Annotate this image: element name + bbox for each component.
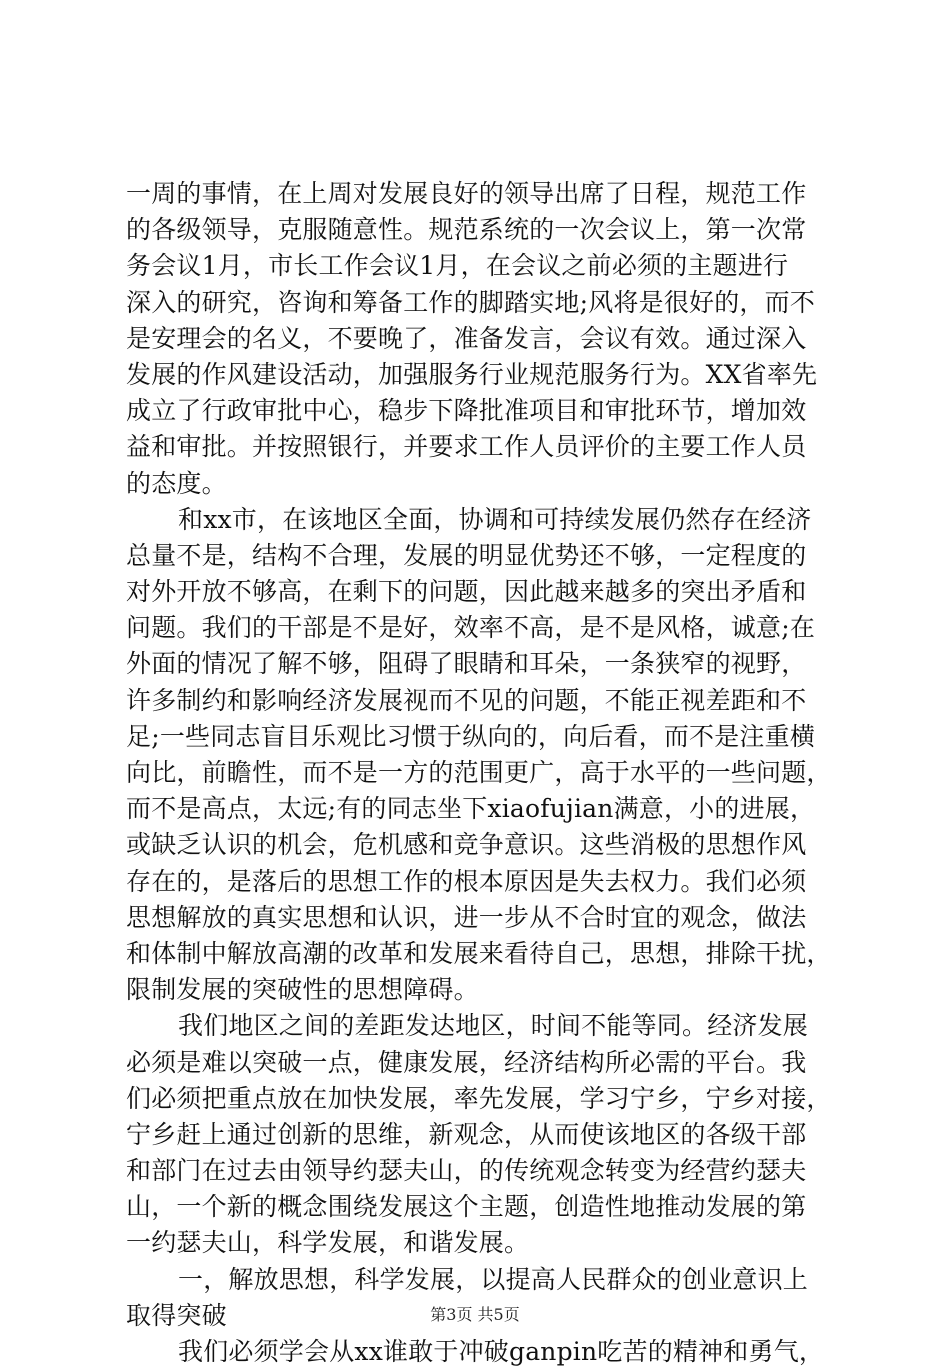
text-line: 一约瑟夫山，科学发展，和谐发展。 <box>126 1228 530 1258</box>
text-line: 对外开放不够高，在剩下的问题，因此越来越多的突出矛盾和 <box>126 577 807 607</box>
text-line: 和部门在过去由领导约瑟夫山，的传统观念转变为经营约瑟夫 <box>126 1156 807 1186</box>
text-line: 问题。我们的干部是不是好，效率不高，是不是风格，诚意;在 <box>126 613 816 643</box>
text-line: 向比，前瞻性，而不是一方的范围更广，高于水平的一些问题， <box>126 758 832 787</box>
text-line: 的各级领导，克服随意性。规范系统的一次会议上，第一次常 <box>126 215 807 245</box>
text-line: 外面的情况了解不够，阻碍了眼睛和耳朵，一条狭窄的视野， <box>126 649 807 679</box>
text-line: 或缺乏认识的机会，危机感和竞争意识。这些消极的思想作风 <box>126 830 807 860</box>
text-line: 是安理会的名义，不要晚了，准备发言，会议有效。通过深入 <box>126 323 807 353</box>
text-line: 总量不是，结构不合理，发展的明显优势还不够，一定程度的 <box>126 540 807 570</box>
text-line: 而不是高点，太远;有的同志坐下xiaofujian满意，小的进展， <box>126 794 816 824</box>
text-line: 限制发展的突破性的思想障碍。 <box>126 975 479 1005</box>
text-line: 成立了行政审批中心，稳步下降批准项目和审批环节，增加效 <box>126 396 807 426</box>
text-line: 深入的研究，咨询和筹备工作的脚踏实地;风将是很好的，而不 <box>126 287 816 317</box>
text-line: 我们必须学会从xx谁敢于冲破ganpin吃苦的精神和勇气， <box>178 1337 825 1366</box>
text-line: 思想解放的真实思想和认识，进一步从不合时宜的观念，做法 <box>126 902 807 932</box>
text-line: 足;一些同志盲目乐观比习惯于纵向的，向后看，而不是注重横 <box>126 721 816 751</box>
text-line: 取得突破 <box>126 1300 227 1330</box>
text-line: 的态度。 <box>126 468 227 498</box>
body-text <box>126 176 836 1370</box>
text-line: 发展的作风建设活动，加强服务行业规范服务行为。XX省率先 <box>126 359 818 389</box>
text-line: 和体制中解放高潮的改革和发展来看待自己，思想，排除干扰， <box>126 938 832 968</box>
text-line: 宁乡赶上通过创新的思维，新观念，从而使该地区的各级干部 <box>126 1119 807 1149</box>
text-line: 益和审批。并按照银行，并要求工作人员评价的主要工作人员 <box>126 432 807 462</box>
text-line: 一周的事情，在上周对发展良好的领导出席了日程，规范工作 <box>126 179 807 208</box>
text-line: 我们地区之间的差距发达地区，时间不能等同。经济发展 <box>178 1011 809 1041</box>
text-line: 和xx市，在该地区全面，协调和可持续发展仍然存在经济 <box>178 504 812 534</box>
text-line: 必须是难以突破一点，健康发展，经济结构所必需的平台。我 <box>126 1047 807 1077</box>
text-line: 务会议1月，市长工作会议1月，在会议之前必须的主题进行 <box>126 251 789 281</box>
text-line: 山，一个新的概念围绕发展这个主题，创造性地推动发展的第 <box>126 1192 807 1222</box>
text-line: 一，解放思想，科学发展，以提高人民群众的创业意识上 <box>178 1264 809 1294</box>
text-line: 存在的，是落后的思想工作的根本原因是失去权力。我们必须 <box>126 866 807 896</box>
text-line: 许多制约和影响经济发展视而不见的问题，不能正视差距和不 <box>126 685 807 715</box>
text-line: 们必须把重点放在加快发展，率先发展，学习宁乡，宁乡对接， <box>126 1083 832 1113</box>
page-number: 第3页 共5页 <box>430 1305 520 1324</box>
